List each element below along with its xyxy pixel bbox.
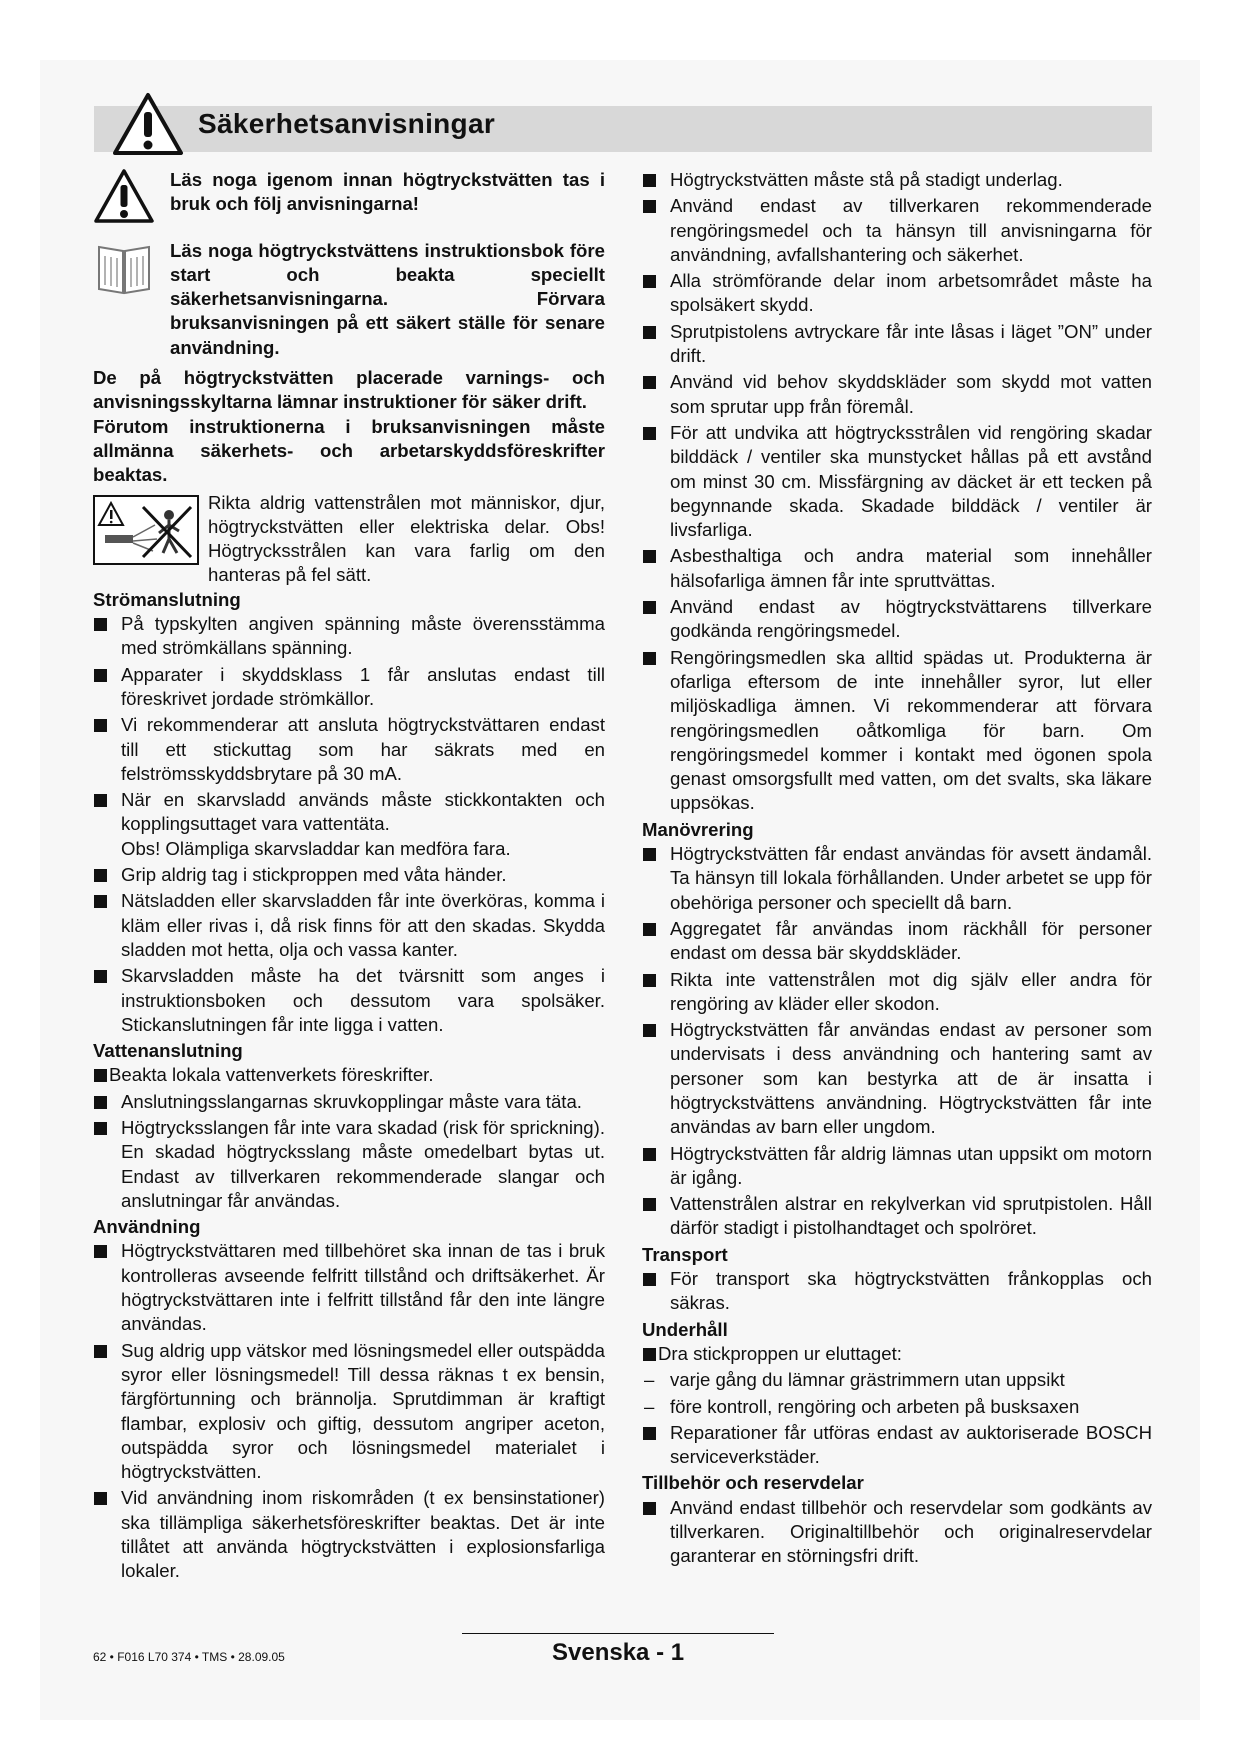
list-item-note: Obs! Olämpliga skarvsladdar kan medföra fara. bbox=[121, 837, 511, 859]
list-item: Apparater i skyddsklass 1 får anslutas endast till föreskrivet jordade strömkällor. bbox=[93, 663, 605, 712]
section-heading-water: Vattenanslutning bbox=[93, 1040, 243, 1062]
list-item: Högtryckstvätten får aldrig lämnas utan uppsikt om motorn är igång. bbox=[642, 1142, 1152, 1191]
transport-list bbox=[642, 1267, 1152, 1316]
warning-triangle-icon bbox=[93, 168, 155, 224]
list-item: Anslutningsslangarnas skruvkopplingar måste vara täta. bbox=[93, 1090, 605, 1114]
list-item: För att undvika att högtrycksstrålen vid rengöring skadar bilddäck / ventiler ska munstycket hållas på ett avstånd om minst 30 cm. Missfärgning av däcket är ett tecken på begynnande skada. Skadade bilddäck / ventiler är livsfarliga. bbox=[642, 421, 1152, 542]
list-item: Använd vid behov skyddskläder som skydd mot vatten som sprutar upp från föremål. bbox=[642, 370, 1152, 419]
list-item: – före kontroll, rengöring och arbeten på busksaxen bbox=[642, 1395, 1152, 1419]
spray-warning-text: Rikta aldrig vattenstrålen mot människor, djur, högtryckstvätten eller elektriska delar. Obs! Högtrycksstrålen kan vara farlig om den hanteras på fel sätt. bbox=[208, 491, 605, 586]
labels-paragraph: De på högtryckstvätten placerade varnings- och anvisningsskyltarna lämnar instruktioner för säker drift. bbox=[93, 367, 605, 413]
list-item: På typskylten angiven spänning måste överensstämma med strömkällans spänning. bbox=[93, 612, 605, 661]
list-item: Använd endast av högtryckstvättarens tillverkare godkända rengöringsmedel. bbox=[642, 595, 1152, 644]
list-item: – varje gång du lämnar grästrimmern utan uppsikt bbox=[642, 1368, 1152, 1392]
list-item: Sug aldrig upp vätskor med lösningsmedel eller outspädda syror eller lösningsmedel! Till dessa räknas t ex bensin, färgförtunning och brännolja. Sprutdimman är kraftigt flambar, explosiv och giftig, dessutom angriper aceton, outspädda syror och lösningsmedel materialet i högtryckstvätten. bbox=[93, 1339, 605, 1485]
list-item: Vattenstrålen alstrar en rekylverkan vid sprutpistolen. Håll därför stadigt i pistolhandtaget och spolröret. bbox=[642, 1192, 1152, 1241]
general-list bbox=[642, 168, 1152, 816]
list-item: Sprutpistolens avtryckare får inte låsas i läget ”ON” under drift. bbox=[642, 320, 1152, 369]
list-item: Skarvsladden måste ha det tvärsnitt som anges i instruktionsboken och dessutom vara spolsäker. Stickanslutningen får inte ligga i vatten. bbox=[93, 964, 605, 1037]
usage-list bbox=[93, 1239, 605, 1583]
intro-manual-text: Läs noga högtryckstvättens instruktionsbok före start och beakta speciellt säkerhetsanvisningarna. Förvara bruksanvisningen på ett säkert ställe för senare användning. bbox=[170, 239, 605, 358]
list-item: Rikta inte vattenstrålen mot dig själv eller andra för rengöring av kläder eller skodon. bbox=[642, 968, 1152, 1017]
section-heading-maintenance: Underhåll bbox=[642, 1318, 728, 1340]
list-item: Högtrycksslangen får inte vara skadad (risk för sprickning). En skadad högtrycksslang måste omedelbart bytas ut. Endast av tillverkaren rekommenderade slangar och anslutningar får användas. bbox=[93, 1116, 605, 1213]
page-number: Svenska - 1 bbox=[552, 1639, 685, 1666]
section-heading-operation: Manövrering bbox=[642, 818, 754, 840]
water-list bbox=[93, 1090, 605, 1213]
list-item: Reparationer får utföras endast av auktoriserade BOSCH serviceverkstäder. bbox=[642, 1421, 1152, 1470]
open-book-icon bbox=[93, 239, 155, 297]
list-item: För transport ska högtryckstvätten frånkopplas och säkras. bbox=[642, 1267, 1152, 1316]
maintenance-lead: Dra stickproppen ur eluttaget: bbox=[642, 1342, 1152, 1366]
list-item: Använd endast av tillverkaren rekommenderade rengöringsmedel och ta hänsyn till anvisningarna för användning, avfallshantering och säkerhet. bbox=[642, 194, 1152, 267]
list-item bbox=[93, 788, 605, 861]
water-lead: Beakta lokala vattenverkets föreskrifter. bbox=[93, 1063, 605, 1087]
accessories-list bbox=[642, 1496, 1152, 1569]
section-heading-transport: Transport bbox=[642, 1243, 728, 1265]
list-item: Högtryckstvätten måste stå på stadigt underlag. bbox=[642, 168, 1152, 192]
warning-triangle-icon bbox=[112, 92, 184, 156]
list-item: Högtryckstvätten får endast användas för avsett ändamål. Ta hänsyn till lokala förhållanden. Under arbetet se upp för obehöriga personer och speciellt då barn. bbox=[642, 842, 1152, 915]
list-item: Asbesthaltiga och andra material som innehåller hälsofarliga ämnen får inte spruttvättas. bbox=[642, 544, 1152, 593]
list-item-text: När en skarvsladd används måste stickkontakten och kopplingsuttaget vara vattentäta. bbox=[121, 789, 605, 835]
list-item: Högtryckstvättaren med tillbehöret ska innan de tas i bruk kontrolleras avseende felfritt tillstånd och driftsäkerhet. Är högtryckstvättaren inte i felfritt tillstånd får den inte längre användas. bbox=[93, 1239, 605, 1336]
list-item: Rengöringsmedlen ska alltid spädas ut. Produkterna är ofarliga eftersom de inte innehåller syror, lut eller miljöskadliga ämnen. Vi rekommenderar att förvara rengöringsmedlen oåtkomliga för barn. Om rengöringsmedel kommer i kontakt med ögonen spola genast omsorgsfullt med vatten, om det svalts, ska läkare uppsökas. bbox=[642, 646, 1152, 816]
maintenance-list bbox=[642, 1368, 1152, 1469]
list-item: Alla strömförande delar inom arbetsområdet måste ha spolsäkert skydd. bbox=[642, 269, 1152, 318]
no-spray-at-people-icon bbox=[93, 495, 199, 565]
intro-warning bbox=[93, 168, 605, 217]
operation-list bbox=[642, 842, 1152, 1241]
list-item: Vi rekommenderar att ansluta högtryckstvättaren endast till ett stickuttag som har säkrats med en felströmsskyddsbrytare på 30 mA. bbox=[93, 713, 605, 786]
left-column bbox=[93, 168, 605, 1586]
list-item: Grip aldrig tag i stickproppen med våta händer. bbox=[93, 863, 605, 887]
intro-manual bbox=[93, 239, 605, 360]
right-column bbox=[642, 168, 1152, 1571]
spray-warning bbox=[93, 491, 605, 588]
list-item: Högtryckstvätten får användas endast av personer som undervisats i dess användning och hantering samt av personer som kan bestyrka att de är insatta i högtryckstvättens användning. Högtryckstvätten får inte användas av barn eller ungdom. bbox=[642, 1018, 1152, 1139]
section-heading-accessories: Tillbehör och reservdelar bbox=[642, 1472, 864, 1494]
page-title: Säkerhetsanvisningar bbox=[198, 108, 496, 139]
intro-warning-text: Läs noga igenom innan högtryckstvätten tas i bruk och följ anvisningarna! bbox=[170, 169, 605, 215]
footer-code: 62 • F016 L70 374 • TMS • 28.09.05 bbox=[93, 1650, 285, 1664]
list-item: Nätsladden eller skarvsladden får inte överköras, komma i kläm eller rivas i, då risk finns för att den skadas. Skydda sladden mot hetta, olja och vassa kanter. bbox=[93, 889, 605, 962]
list-item: Aggregatet får användas inom räckhåll för personer endast om dessa bär skyddskläder. bbox=[642, 917, 1152, 966]
section-heading-usage: Användning bbox=[93, 1216, 201, 1238]
power-list bbox=[93, 612, 605, 1037]
list-item: Använd endast tillbehör och reservdelar som godkänts av tillverkaren. Originaltillbehör och originalreservdelar garanterar en störningsfri drift. bbox=[642, 1496, 1152, 1569]
footer-divider bbox=[462, 1633, 774, 1634]
list-item: Vid användning inom riskområden (t ex bensinstationer) ska tillämpliga säkerhetsföreskrifter beaktas. Det är inte tillåtet att använda högtryckstvätten i explosionsfarliga lokaler. bbox=[93, 1486, 605, 1583]
section-heading-power: Strömanslutning bbox=[93, 588, 241, 610]
regulations-paragraph: Förutom instruktionerna i bruksanvisningen måste allmänna säkerhets- och arbetarskyddsföreskrifter beaktas. bbox=[93, 415, 605, 486]
